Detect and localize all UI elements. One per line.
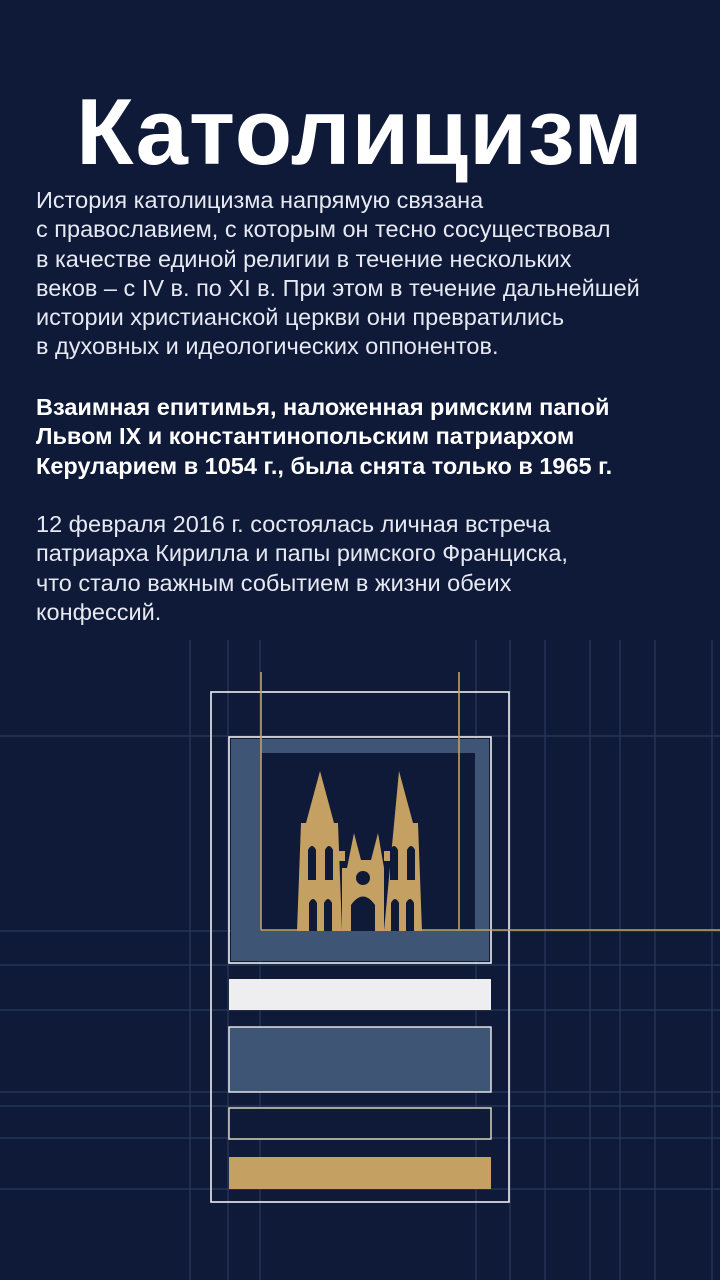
- schism-paragraph: [36, 393, 696, 481]
- text-line: веков – с IV в. по XI в. При этом в течение дальнейшей: [36, 274, 640, 301]
- text-line: Керуларием в 1054 г., была снята только в 1965 г.: [36, 452, 613, 479]
- cathedral-illustration: [0, 640, 720, 1280]
- meeting-paragraph: [36, 510, 696, 627]
- page-title: Католицизм: [76, 79, 644, 184]
- text-line: истории христианской церкви они превратились: [36, 304, 565, 331]
- steel-blue-bar: [229, 1027, 491, 1092]
- text-line: патриарха Кирилла и папы римского Франциска,: [36, 540, 568, 567]
- text-line: Взаимная епитимья, наложенная римским папой: [36, 394, 610, 420]
- text-line: Львом IX и константинопольским патриархом: [36, 423, 575, 450]
- text-line: 12 февраля 2016 г. состоялась личная встреча: [36, 511, 551, 537]
- gold-bar: [229, 1157, 491, 1189]
- text-line: с православием, с которым он тесно сосуществовал: [36, 216, 611, 243]
- text-line: в духовных и идеологических оппонентов.: [36, 333, 499, 360]
- outlined-bar: [229, 1108, 491, 1139]
- history-paragraph: [36, 186, 696, 362]
- text-line: что стало важным событием в жизни обеих: [36, 569, 512, 596]
- white-bar: [229, 979, 491, 1010]
- text-line: История католицизма напрямую связана: [36, 187, 484, 213]
- text-line: в качестве единой религии в течение нескольких: [36, 245, 572, 272]
- text-line: конфессий.: [36, 598, 162, 625]
